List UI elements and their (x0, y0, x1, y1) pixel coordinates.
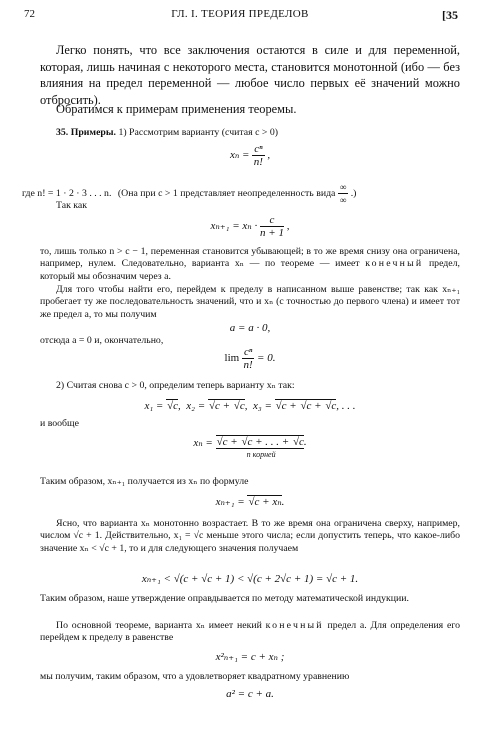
intro-paragraph: Легко понять, что все заключения остаются в силе и для переменной, которая, лишь начиная с некоторого места, становится монотонной (ибо — без влияния на предел переменной — любое число первых её значений можно отбросить). (40, 43, 460, 107)
x1-radical: √ c (166, 399, 178, 412)
x3-b: c + (306, 400, 322, 412)
equation-recurrence (40, 214, 460, 239)
paragraph-monotone: Ясно, что варианта xₙ монотонно возрастает. В то же время она ограничена сверху, например, числом √c + 1. Действительно, x₁ = √c меньше этого числа; если допустить теперь, что какое-либо значение xₙ < √c + 1, то и для следующего значения получаем (40, 518, 460, 554)
section-lead-text: 1) Рассмотрим варианту (считая c > 0) (118, 127, 279, 138)
x3-inner (299, 399, 336, 412)
x2-radical (208, 399, 245, 412)
brace-label: n корней (246, 450, 276, 459)
general-inner (240, 435, 303, 448)
lim-symbol: lim (224, 352, 240, 365)
p10-text: По основной теореме, варианта xₙ имеет некий (56, 620, 262, 631)
x3-radical (275, 399, 337, 412)
equation-a-a0: a = a · 0, (229, 322, 271, 334)
p3-end: предел, который мы обозначим через a. (40, 258, 460, 282)
paragraph-limit: Для того чтобы найти его, перейдем к пределу в написанном выше равенстве; так как xₙ₊₁ пробегает ту же последовательность значений, что и xₙ (с точностью до первого члена) и имеет тот же предел a, то мы получим (40, 284, 460, 320)
equation-xn (40, 143, 460, 168)
x2-a: c + (214, 400, 231, 412)
x3-a: c + (281, 400, 297, 412)
equation-square: x²ₙ₊₁ = c + xₙ ; (215, 651, 285, 663)
since-text: Так как (56, 200, 88, 211)
paragraph-formula: Таким образом, xₙ₊₁ получается из xₙ по формуле (40, 476, 249, 487)
section-35-lead (40, 127, 460, 139)
paragraph-main-theorem (40, 620, 460, 645)
general-lhs: xₙ = (193, 437, 213, 449)
eq2-fraction (260, 214, 284, 239)
page-number: 72 (24, 8, 35, 20)
equation-limit (40, 346, 460, 371)
general-radical (216, 435, 304, 449)
indeterminacy-text: (Она при c > 1 представляет неопределенность вида (117, 187, 336, 199)
eq-denominator: n! (253, 156, 263, 168)
p10-end: предел a. Для определения его перейдем к пределу в равенстве (40, 620, 460, 644)
x1-label: x₁ = (144, 400, 164, 412)
limit-fraction (242, 346, 254, 371)
paragraph-decreasing (40, 246, 460, 283)
infinity-den: ∞ (339, 195, 347, 205)
sep3: , . . . (336, 400, 356, 412)
general-c: √ c (292, 435, 304, 448)
limit-den: n! (243, 359, 253, 371)
eq-tail: , (267, 149, 271, 162)
rec-radical: √ c + xₙ (247, 495, 281, 508)
intro-paragraph-2: Обратимся к примерам применения теоремы. (56, 102, 297, 116)
rec-lhs: xₙ₊₁ = (215, 496, 245, 508)
paragraph-induction: Таким образом, наше утверждение оправдывается по методу математической индукции. (40, 593, 409, 604)
eq2-tail: , (286, 220, 290, 233)
equation-recursive-root (40, 495, 460, 508)
x3-label: x₃ = (252, 400, 272, 412)
sep1: , (178, 400, 181, 412)
general-tail: . (303, 436, 307, 448)
factorial-text: где n! = 1 · 2 · 3 . . . n. (22, 187, 112, 199)
equation-general (40, 436, 460, 459)
eq2-lhs: xₙ₊₁ = xₙ · (210, 220, 258, 233)
indeterminacy-close: .) (350, 187, 357, 199)
limit-num: cⁿ (243, 346, 253, 358)
eq-fraction (252, 143, 264, 168)
paragraph-quadratic: мы получим, таким образом, что a удовлетворяет квадратному уравнению (40, 671, 350, 682)
p10-spaced: конечный (265, 620, 324, 631)
rec-tail: . (281, 496, 285, 508)
equation-radicals (40, 400, 460, 412)
section-marker: [35 (442, 8, 458, 22)
p3-spaced: конечный (365, 258, 424, 270)
eq2-numerator: c (260, 214, 284, 227)
and-general-text: и вообще (40, 418, 79, 429)
equation-quadratic: a² = c + a. (226, 688, 274, 700)
x2-label: x₂ = (186, 400, 206, 412)
eq-numerator: cⁿ (254, 143, 263, 155)
p3-text: то, лишь только n > c − 1, переменная становится убывающей; в то же время снизу она ограничена, например, нулем. Следовательно, варианта xₙ — по теореме — имеет (40, 246, 460, 270)
x2-b: √ c (233, 399, 245, 412)
sep2: , (244, 400, 248, 412)
eq-lhs: xₙ = (229, 149, 250, 162)
general-b: c + . . . + (247, 436, 290, 448)
section-heading: 35. Примеры. (56, 127, 116, 138)
paragraph-hence: отсюда a = 0 и, окончательно, (40, 335, 164, 346)
general-a: c + (222, 436, 238, 448)
paragraph-example-2: 2) Считая снова c > 0, определим теперь варианту xₙ так: (56, 380, 295, 391)
x3-c: √ c (324, 399, 336, 412)
infinity-num: ∞ (339, 182, 347, 192)
general-radical-group (216, 436, 307, 459)
eq2-denominator: n + 1 (260, 227, 284, 239)
running-header: ГЛ. I. ТЕОРИЯ ПРЕДЕЛОВ (171, 8, 309, 20)
equation-bound: xₙ₊₁ < √(c + √c + 1) < √(c + 2√c + 1) = √c + 1. (141, 573, 359, 585)
limit-tail: = 0. (257, 352, 276, 365)
